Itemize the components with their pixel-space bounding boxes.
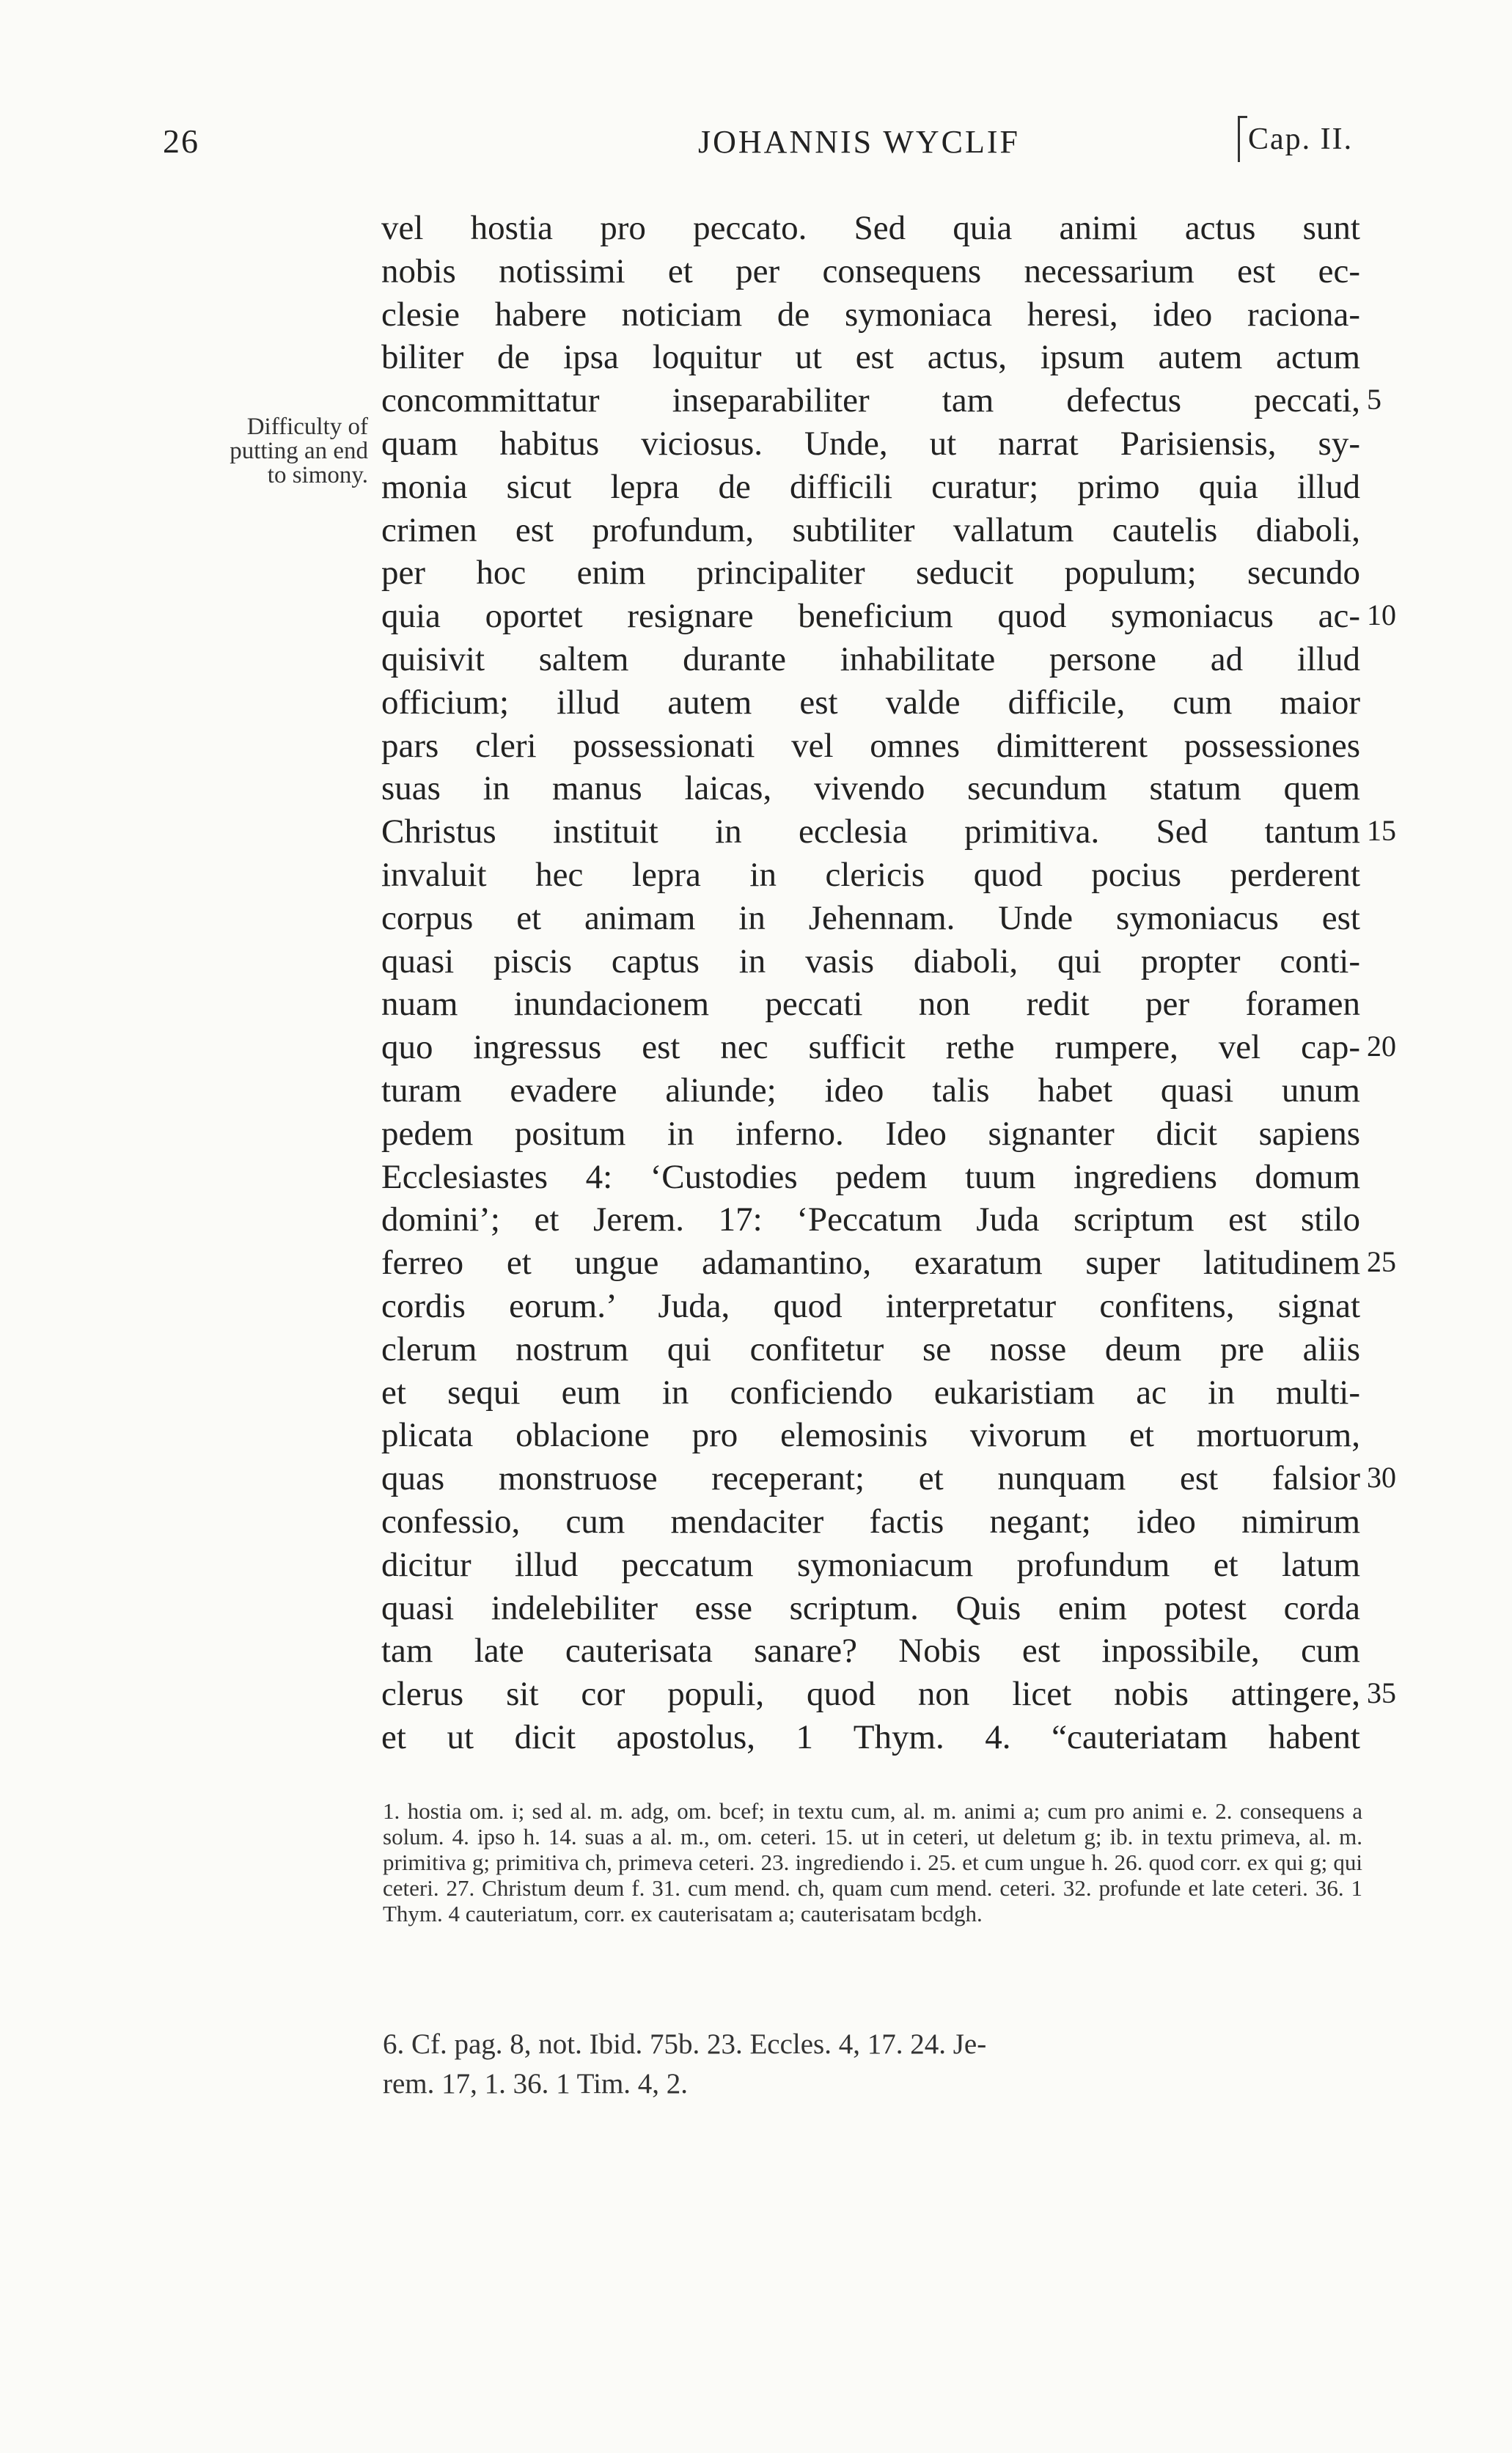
text-line: turam evadere aliunde; ideo talis habet quasi unum [381,1071,1360,1110]
text-line: per hoc enim principaliter seducit populum; secundo [381,554,1360,592]
margin-note-line: to simony. [267,462,368,488]
text-line: quasi indelebiliter esse scriptum. Quis enim potest corda [381,1589,1360,1627]
text-line: ferreo et ungue adamantino, exaratum super latitudinem [381,1244,1360,1282]
text-line: domini’; et Jerem. 17: ‘Peccatum Juda scriptum est stilo [381,1200,1360,1239]
text-line: et sequi eum in conficiendo eukaristiam ac in multi- [381,1374,1360,1412]
text-line: quia oportet resignare beneficium quod symoniacus ac- [381,597,1360,635]
text-line: clesie habere noticiam de symoniaca heresi, ideo raciona- [381,296,1360,334]
text-line: vel hostia pro peccato. Sed quia animi actus sunt [381,209,1360,247]
line-number: 30 [1367,1461,1396,1494]
page-number: 26 [163,122,199,160]
line-number: 25 [1367,1245,1396,1278]
text-line: corpus et animam in Jehennam. Unde symoniacus est [381,899,1360,937]
line-number: 20 [1367,1030,1396,1063]
line-number: 35 [1367,1676,1396,1709]
text-line: tam late cauterisata sanare? Nobis est inpossibile, cum [381,1632,1360,1670]
text-line: Ecclesiastes 4: ‘Custodies pedem tuum ingrediens domum [381,1158,1360,1196]
text-line: et ut dicit apostolus, 1 Thym. 4. “cauteriatam habent [381,1718,1360,1756]
text-line: pars cleri possessionati vel omnes dimitterent possessiones [381,727,1360,765]
text-line: concommittatur inseparabiliter tam defectus peccati, [381,381,1360,419]
text-line: quasi piscis captus in vasis diaboli, qui propter conti- [381,942,1360,980]
text-line: invaluit hec lepra in clericis quod pocius perderent [381,856,1360,894]
source-references: rem. 17, 1. 36. 1 Tim. 4, 2. [383,2068,689,2100]
text-line: clerus sit cor populi, quod non licet nobis attingere, [381,1675,1360,1713]
source-references: 6. Cf. pag. 8, not. Ibid. 75b. 23. Eccles. 4, 17. 24. Je- [383,2028,987,2060]
text-line: clerum nostrum qui confitetur se nosse deum pre aliis [381,1330,1360,1368]
critical-apparatus: 1. hostia om. i; sed al. m. adg, om. bcef; in textu cum, al. m. animi a; cum pro animi e. 2. consequens a solum. 4. ipso h. 14. suas a al. m., om. ceteri. 15. ut in ceteri, ut deletum g; ib. in textu primeva, al. m. primitiva g; primitiva ch, primeva ceteri. 23. ingrediendo i. 25. et cum ungue h. 26. quod corr. ex qui g; qui ceteri. 27. Christum deum f. 31. cum mend. ch, quam cum mend. ceteri. 32. profunde et late ceteri. 36. 1 Thym. 4 cauteriatum, corr. ex cauterisatam a; cauterisatam bcdgh. [383,1798,1362,1926]
text-line: quam habitus viciosus. Unde, ut narrat Parisiensis, sy- [381,425,1360,463]
text-line: pedem positum in inferno. Ideo signanter dicit sapiens [381,1115,1360,1153]
margin-note-line: putting an end [230,438,368,464]
text-line: monia sicut lepra de difficili curatur; primo quia illud [381,468,1360,506]
running-title: JOHANNIS WYCLIF [698,124,1020,160]
text-line: nobis notissimi et per consequens necessarium est ec- [381,252,1360,290]
text-line: quo ingressus est nec sufficit rethe rumpere, vel cap- [381,1028,1360,1066]
margin-note [163,415,368,488]
text-line: crimen est profundum, subtiliter vallatum cautelis diaboli, [381,511,1360,549]
text-line: biliter de ipsa loquitur ut est actus, ipsum autem actum [381,338,1360,376]
text-line: suas in manus laicas, vivendo secundum statum quem [381,769,1360,807]
text-line: quas monstruose receperant; et nunquam est falsior [381,1459,1360,1497]
line-number: 10 [1367,598,1396,631]
text-line: dicitur illud peccatum symoniacum profundum et latum [381,1546,1360,1584]
text-line: nuam inundacionem peccati non redit per foramen [381,985,1360,1023]
text-line: plicata oblacione pro elemosinis vivorum et mortuorum, [381,1416,1360,1454]
text-line: Christus instituit in ecclesia primitiva. Sed tantum [381,813,1360,851]
text-line: quisivit saltem durante inhabilitate persone ad illud [381,640,1360,678]
chapter-reference: Cap. II. [1238,122,1353,157]
text-line: officium; illud autem est valde difficile, cum maior [381,683,1360,722]
margin-note-line: Difficulty of [246,414,368,440]
text-line: confessio, cum mendaciter factis negant; ideo nimirum [381,1503,1360,1541]
line-number: 5 [1367,383,1381,416]
text-line: cordis eorum.’ Juda, quod interpretatur confitens, signat [381,1287,1360,1325]
line-number: 15 [1367,814,1396,847]
